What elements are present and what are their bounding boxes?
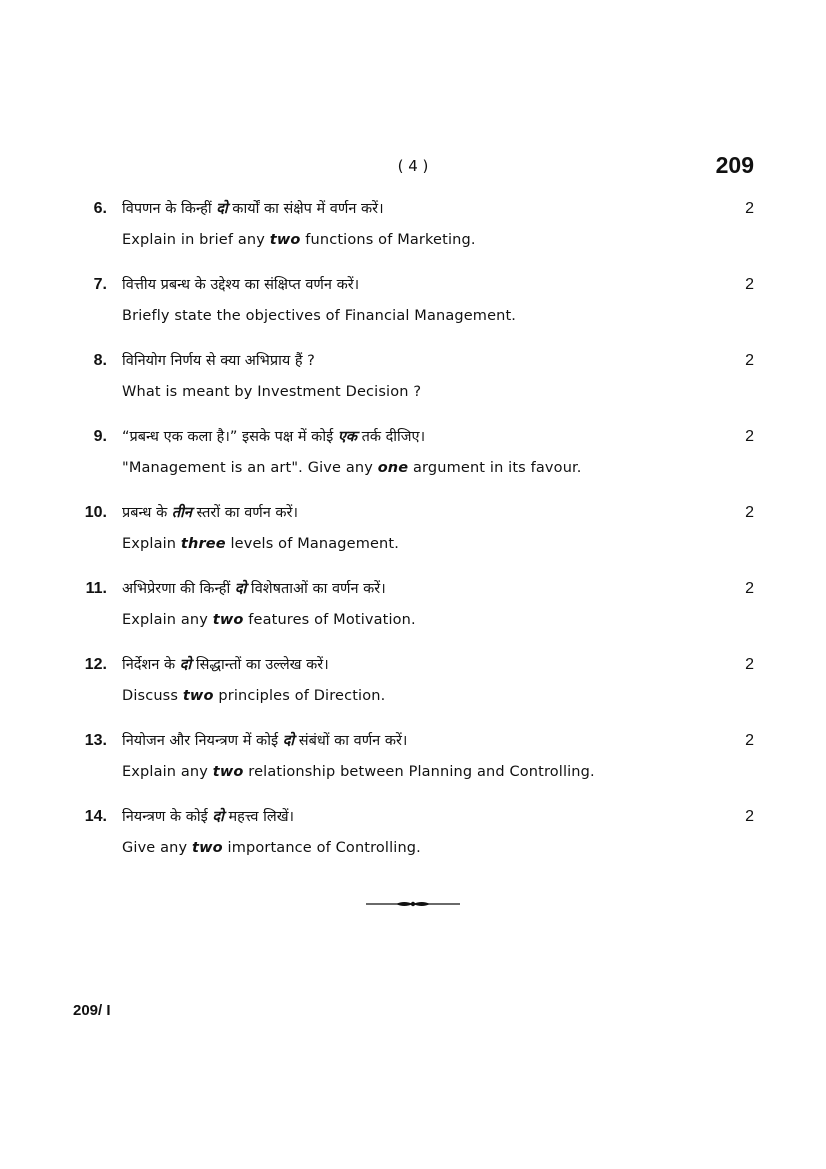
question-number: 11.: [85, 580, 107, 597]
question-text-hindi: विपणन के किन्हीं दो कार्यों का संक्षेप में वर्णन करें।: [122, 201, 384, 217]
question-number: 7.: [93, 276, 107, 293]
question-marks: 2: [745, 808, 754, 825]
question-item: [0, 348, 826, 424]
question-item: [0, 424, 826, 500]
question-item: [0, 728, 826, 804]
question-marks: 2: [745, 276, 754, 293]
question-text-english: Give any two importance of Controlling.: [122, 840, 421, 856]
question-item: [0, 272, 826, 348]
question-text-english: What is meant by Investment Decision ?: [122, 384, 422, 400]
question-list: [0, 196, 826, 880]
question-text-hindi: “प्रबन्ध एक कला है।” इसके पक्ष में कोई एक तर्क दीजिए।: [122, 429, 426, 445]
question-marks: 2: [745, 732, 754, 749]
question-number: 6.: [93, 200, 107, 217]
question-number: 9.: [93, 428, 107, 445]
question-item: [0, 500, 826, 576]
question-number: 12.: [84, 656, 107, 673]
question-item: [0, 652, 826, 728]
question-text-hindi: नियोजन और नियन्त्रण में कोई दो संबंधों का वर्णन करें।: [122, 733, 408, 749]
question-text-hindi: विनियोग निर्णय से क्या अभिप्राय हैं ?: [122, 353, 315, 369]
question-item: [0, 196, 826, 272]
question-item: [0, 576, 826, 652]
question-marks: 2: [745, 352, 754, 369]
question-number: 14.: [84, 808, 107, 825]
question-text-hindi: नियन्त्रण के कोई दो महत्त्व लिखें।: [122, 809, 295, 825]
question-text-english: "Management is an art". Give any one argument in its favour.: [122, 460, 582, 476]
question-marks: 2: [745, 428, 754, 445]
question-number: 8.: [93, 352, 107, 369]
question-text-english: Briefly state the objectives of Financial Management.: [122, 308, 517, 324]
question-number: 10.: [84, 504, 107, 521]
question-marks: 2: [745, 656, 754, 673]
question-text-english: Explain three levels of Management.: [122, 536, 399, 552]
page-number: ( 4 ): [397, 157, 429, 175]
question-text-hindi: वित्तीय प्रबन्ध के उद्देश्य का संक्षिप्त वर्णन करें।: [122, 277, 360, 293]
question-item: [0, 804, 826, 880]
question-text-english: Explain any two relationship between Planning and Controlling.: [122, 764, 595, 780]
question-text-hindi: प्रबन्ध के तीन स्तरों का वर्णन करें।: [122, 505, 298, 521]
question-text-english: Explain any two features of Motivation.: [122, 612, 416, 628]
question-text-hindi: अभिप्रेरणा की किन्हीं दो विशेषताओं का वर्णन करें।: [122, 581, 386, 597]
question-text-hindi: निर्देशन के दो सिद्धान्तों का उल्लेख करें।: [122, 657, 329, 673]
question-text-english: Discuss two principles of Direction.: [122, 688, 386, 704]
question-marks: 2: [745, 200, 754, 217]
question-marks: 2: [745, 504, 754, 521]
question-number: 13.: [84, 732, 107, 749]
end-ornament-divider: [366, 897, 460, 911]
question-marks: 2: [745, 580, 754, 597]
footer-code: 209/ I: [73, 1002, 111, 1019]
question-text-english: Explain in brief any two functions of Marketing.: [122, 232, 476, 248]
paper-code: 209: [715, 152, 754, 178]
